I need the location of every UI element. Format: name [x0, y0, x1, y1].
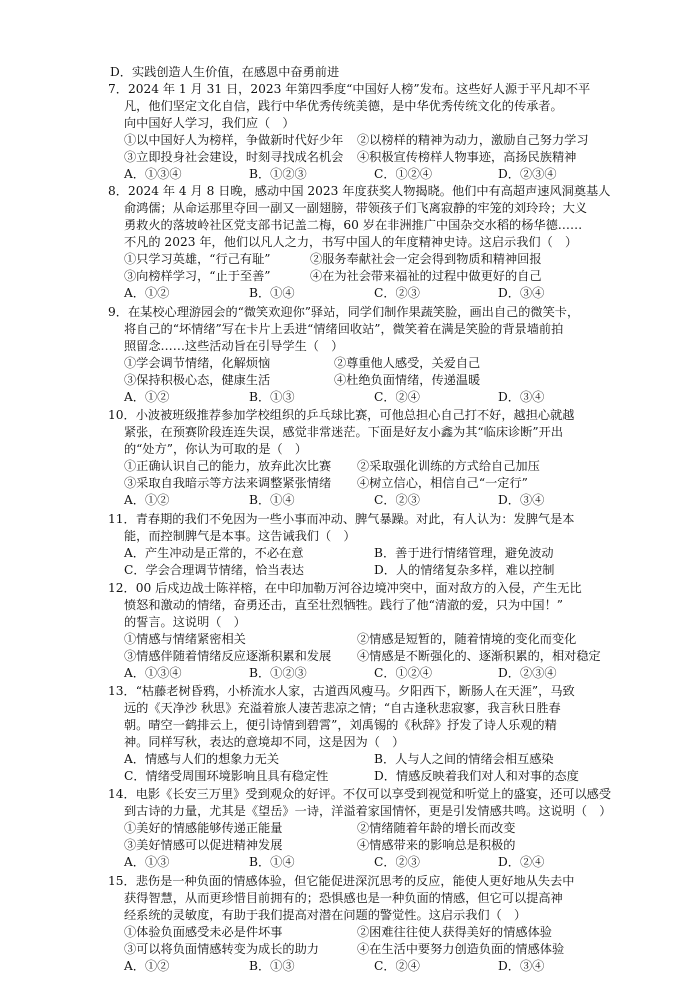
q7-option-c[interactable]: C．①②④ — [374, 167, 433, 181]
q13-option-d[interactable]: D．情感反映着我们对人和对事的态度 — [374, 769, 579, 783]
q7-statement: ③立即投身社会建设，时刻寻找成名机会 — [124, 150, 344, 164]
q14-statement: ③美好情感可以促进精神发展 — [124, 838, 283, 852]
q13-stem-line: 远的《天净沙 秋思》充溢着旅人凄苦悲凉之情；“自古逢秋悲寂寥，我言秋日胜春 — [124, 701, 561, 715]
q15-statement: ②困难往往使人获得美好的情感体验 — [357, 925, 552, 939]
q11-option-c[interactable]: C．学会合理调节情绪，恰当表达 — [124, 563, 304, 577]
q12-statement: ②情感是短暂的，随着情境的变化而变化 — [357, 632, 577, 646]
q12-statement: ③情感伴随着情绪反应逐渐积累和发展 — [124, 649, 332, 663]
q7-statement: ②以榜样的精神为动力，激励自己努力学习 — [357, 133, 589, 147]
q8-stem-line: 勇救火的落坡岭社区党支部书记盖二梅，60 岁在非洲推广中国杂交水稻的杨华德…… — [124, 218, 583, 232]
q10-stem-line: 10．小波被班级推荐参加学校组织的乒乓球比赛，可他总担心自己打不好，越担心就越 — [108, 408, 575, 422]
q14-statement: ①美好的情感能够传递正能量 — [124, 821, 283, 835]
q9-stem-line: 将自己的“坏情绪”写在卡片上丢进“情绪回收站”，微笑着在满是笑脸的背景墙前拍 — [124, 322, 564, 336]
q12-option-d[interactable]: D．②③④ — [498, 666, 557, 680]
q8-stem-line: 不凡的 2023 年，他们以凡人之力，书写中国人的年度精神史诗。这启示我们（ ） — [124, 235, 578, 249]
q12-statement: ④情感是不断强化的、逐渐积累的，相对稳定 — [357, 649, 601, 663]
q12-stem-line: 愤怒和激动的情绪，奋勇还击，直至壮烈牺牲。践行了他“清澈的爱，只为中国！” — [124, 598, 564, 612]
q9-stem-line: 照留念……这些活动旨在引导学生（ ） — [124, 339, 344, 353]
q15-statement: ③可以将负面情感转变为成长的助力 — [124, 942, 319, 956]
q10-option-b[interactable]: B．①④ — [249, 493, 295, 507]
q6-option-d: D．实践创造人生价值，在感恩中奋勇前进 — [110, 65, 340, 79]
q14-statement: ②情绪随着年龄的增长而改变 — [357, 821, 516, 835]
q15-stem-line: 15．悲伤是一种负面的情感体验，但它能促进深沉思考的反应，能使人更好地从失去中 — [108, 874, 575, 888]
q14-stem-line: 到古诗的力量，尤其是《望岳》一诗，洋溢着家国情怀，更是引发情感共鸣。这说明（ ） — [124, 804, 612, 818]
q10-statement: ①正确认识自己的能力，放弃此次比赛 — [124, 459, 332, 473]
q11-option-a[interactable]: A．产生冲动是正常的，不必在意 — [124, 546, 304, 560]
q8-statement: ④在为社会带来福祉的过程中做更好的自己 — [310, 269, 542, 283]
q10-stem-line: 的“处方”，你认为可取的是（ ） — [124, 442, 308, 456]
q15-option-d[interactable]: D．③④ — [498, 959, 545, 973]
q13-stem-line: 13．“枯藤老树昏鸦，小桥流水人家，古道西风瘦马。夕阳西下，断肠人在天涯”，马致 — [108, 684, 575, 698]
q10-statement: ③采取自我暗示等方法来调整紧张情绪 — [124, 476, 332, 490]
q15-option-a[interactable]: A．①② — [124, 959, 170, 973]
q15-statement: ①体验负面感受未必是件坏事 — [124, 925, 283, 939]
q8-option-c[interactable]: C．②③ — [374, 286, 420, 300]
q14-option-c[interactable]: C．②③ — [374, 855, 420, 869]
q9-option-d[interactable]: D．③④ — [498, 390, 545, 404]
q10-statement: ④树立信心，相信自己“一定行” — [357, 476, 528, 490]
q11-option-d[interactable]: D．人的情绪复杂多样，难以控制 — [374, 563, 555, 577]
q14-option-b[interactable]: B．①④ — [249, 855, 295, 869]
q9-option-c[interactable]: C．②④ — [374, 390, 420, 404]
q8-stem-line: 8．2024 年 4 月 8 日晚，感动中国 2023 年度获奖人物揭晓。他们中有高超声速风洞奠基人 — [108, 184, 611, 198]
q12-stem-line: 12．00 后戍边战士陈祥榕，在中印加勒万河谷边境冲突中，面对敌方的入侵，产生无比 — [108, 581, 582, 595]
q8-statement: ②服务奉献社会一定会得到物质和精神回报 — [310, 252, 542, 266]
q10-option-d[interactable]: D．③④ — [498, 493, 545, 507]
q13-stem-line: 朝。晴空一鹤排云上，便引诗情到碧霄”，刘禹锡的《秋辞》抒发了诗人乐观的精 — [124, 718, 557, 732]
q10-statement: ②采取强化训练的方式给自己加压 — [357, 459, 540, 473]
q7-option-b[interactable]: B．①②③ — [249, 167, 307, 181]
q13-stem-line: 神。同样写秋，表达的意境却不同，这是因为（ ） — [124, 735, 405, 749]
q14-option-d[interactable]: D．②④ — [498, 855, 545, 869]
q15-stem-line: 经系统的灵敏度，有助于我们提高对潜在问题的警觉性。这启示我们（ ） — [124, 908, 527, 922]
q9-statement: ④杜绝负面情绪，传递温暖 — [334, 373, 481, 387]
q13-option-a[interactable]: A．情感与人们的想象力无关 — [124, 752, 280, 766]
q8-statement: ③向榜样学习，“止于至善” — [124, 269, 271, 283]
q7-statement: ④积极宣传榜样人物事迹，高扬民族精神 — [357, 150, 577, 164]
q12-option-a[interactable]: A．①③④ — [124, 666, 182, 680]
q9-statement: ①学会调节情绪，化解烦恼 — [124, 356, 271, 370]
q9-option-b[interactable]: B．①③ — [249, 390, 295, 404]
q15-statement: ④在生活中要努力创造负面的情感体验 — [357, 942, 565, 956]
q12-stem-line: 的誓言。这说明（ ） — [124, 615, 246, 629]
q14-stem-line: 14．电影《长安三万里》受到观众的好评。不仅可以享受到视觉和听觉上的盛宴，还可以感受 — [108, 787, 612, 801]
q12-statement: ①情感与情绪紧密相关 — [124, 632, 246, 646]
q9-statement: ③保持积极心态，健康生活 — [124, 373, 271, 387]
q12-option-b[interactable]: B．①②③ — [249, 666, 307, 680]
q11-option-b[interactable]: B．善于进行情绪管理，避免波动 — [374, 546, 554, 560]
q11-stem-line: 能，而控制脾气是本事。这告诫我们（ ） — [124, 529, 356, 543]
q15-option-b[interactable]: B．①③ — [249, 959, 295, 973]
q7-statement: ①以中国好人为榜样，争做新时代好少年 — [124, 133, 344, 147]
q11-stem-line: 11．青春期的我们不免因为一些小事而冲动、脾气暴躁。对此，有人认为：发脾气是本 — [108, 512, 575, 526]
q15-stem-line: 获得智慧，从而更珍惜目前拥有的；恐惧感也是一种负面的情感，但它可以提高神 — [124, 891, 563, 905]
q7-stem-line: 向中国好人学习，我们应（ ） — [124, 116, 295, 130]
q9-option-a[interactable]: A．①② — [124, 390, 170, 404]
q9-statement: ②尊重他人感受，关爱自己 — [334, 356, 481, 370]
q7-option-d[interactable]: D．②③④ — [498, 167, 557, 181]
q14-option-a[interactable]: A．①③ — [124, 855, 170, 869]
q10-stem-line: 紧张，在预赛阶段连连失误，感觉非常迷茫。下面是好友小鑫为其“临床诊断”开出 — [124, 425, 564, 439]
q10-option-c[interactable]: C．②③ — [374, 493, 420, 507]
q7-stem-line: 凡，他们坚定文化自信，践行中华优秀传统美德，是中华优秀传统文化的传承者。 — [124, 99, 563, 113]
q14-statement: ④情感带来的影响总是积极的 — [357, 838, 516, 852]
q13-option-b[interactable]: B．人与人之间的情绪会相互感染 — [374, 752, 554, 766]
q10-option-a[interactable]: A．①② — [124, 493, 170, 507]
q7-option-a[interactable]: A．①③④ — [124, 167, 182, 181]
q8-stem-line: 俞鸿儒；从命运那里夺回一副又一副翅膀，带领孩子们飞离寂静的牢笼的刘玲玲；大义 — [124, 201, 588, 215]
q15-option-c[interactable]: C．②④ — [374, 959, 420, 973]
q8-statement: ①只学习英雄，“行己有耻” — [124, 252, 271, 266]
q7-stem-line: 7．2024 年 1 月 31 日，2023 年第四季度“中国好人榜”发布。这些好人源于平凡却不平 — [108, 82, 591, 96]
q13-option-c[interactable]: C．情绪受周围环境影响且具有稳定性 — [124, 769, 329, 783]
q8-option-b[interactable]: B．①④ — [249, 286, 295, 300]
q8-option-a[interactable]: A．①② — [124, 286, 170, 300]
q8-option-d[interactable]: D．③④ — [498, 286, 545, 300]
q9-stem-line: 9．在某校心理游园会的“微笑欢迎你”驿站，同学们制作果蔬笑脸，画出自己的微笑卡， — [108, 305, 580, 319]
q12-option-c[interactable]: C．①②④ — [374, 666, 433, 680]
